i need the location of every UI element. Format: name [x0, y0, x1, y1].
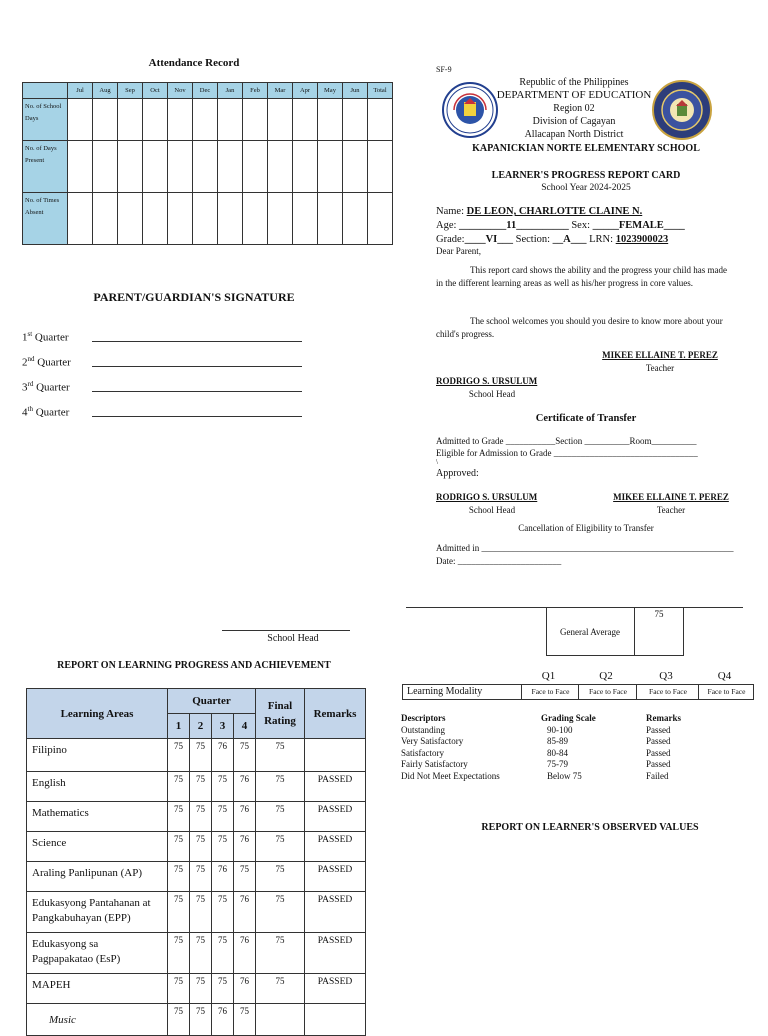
signature-line — [92, 341, 302, 342]
quarter-word: Quarter — [32, 331, 69, 344]
descriptor-name: Satisfactory — [401, 747, 444, 758]
attendance-cell — [118, 99, 143, 141]
learning-area-row — [27, 933, 366, 974]
attendance-cell — [68, 141, 93, 193]
general-average-box — [546, 607, 684, 656]
modality-quarter-label: Q1 — [541, 670, 556, 682]
quarter-word: Quarter — [32, 406, 70, 419]
attendance-header-row — [23, 83, 393, 99]
republic-text: Republic of the Philippines — [519, 77, 629, 88]
department-text: DEPARTMENT OF EDUCATION — [496, 89, 652, 101]
quarter-grade: 75 — [190, 1004, 212, 1036]
attendance-title: Attendance Record — [148, 57, 240, 69]
learner-age: _________11__________ — [459, 220, 569, 231]
quarter-grade: 75 — [168, 1004, 190, 1036]
quarter-number: 1 — [22, 331, 28, 344]
grading-scale: 85-89 — [547, 736, 568, 746]
quarter-grade: 75 — [190, 892, 212, 933]
learning-area-name: Mathematics — [27, 802, 168, 832]
quarter-grade: 76 — [234, 802, 256, 832]
month-header: May — [318, 83, 343, 99]
descriptor-name: Did Not Meet Expectations — [401, 770, 500, 781]
remarks-value: PASSED — [305, 933, 366, 974]
quarter-word: Quarter — [34, 356, 71, 369]
quarter-grade: 75 — [168, 862, 190, 892]
attendance-cell — [68, 99, 93, 141]
final-rating: 75 — [256, 832, 305, 862]
quarter-grade: 75 — [190, 832, 212, 862]
region-text: Region 02 — [553, 103, 595, 114]
approved-label: Approved: — [436, 468, 479, 479]
modality-value: Face to Face — [578, 685, 637, 699]
attendance-cell — [293, 141, 318, 193]
attendance-row-label: No. of Days Present — [23, 141, 68, 193]
learning-modality-label: Learning Modality — [407, 686, 483, 697]
quarter-number: 2 — [22, 356, 28, 369]
name-line — [436, 205, 685, 219]
quarter-grade: 75 — [212, 802, 234, 832]
final-rating: 75 — [256, 862, 305, 892]
attendance-cell — [293, 193, 318, 245]
final-rating: 75 — [256, 772, 305, 802]
remarks-value: PASSED — [305, 802, 366, 832]
signature-line — [92, 391, 302, 392]
attendance-cell — [318, 141, 343, 193]
transfer-teacher-role: Teacher — [656, 505, 686, 515]
attendance-cell — [143, 193, 168, 245]
learning-area-row — [27, 772, 366, 802]
attendance-cell — [168, 193, 193, 245]
learning-area-name: English — [27, 772, 168, 802]
attendance-cell — [143, 99, 168, 141]
month-header: Feb — [243, 83, 268, 99]
final-rating: 75 — [256, 802, 305, 832]
final-rating: 75 — [256, 933, 305, 974]
quarter-grade: 75 — [168, 802, 190, 832]
signature-quarter-label — [22, 405, 69, 419]
report-card-title: LEARNER'S PROGRESS REPORT CARD — [491, 170, 681, 181]
signature-line — [92, 416, 302, 417]
quarter-number: 4 — [22, 406, 28, 419]
descriptor-remark: Passed — [646, 724, 671, 735]
letterhead — [468, 76, 680, 141]
month-header: Oct — [143, 83, 168, 99]
learning-area-row — [27, 1004, 366, 1036]
quarter-grade: 75 — [234, 862, 256, 892]
modality-value: Face to Face — [698, 685, 754, 699]
signature-quarter-label — [22, 355, 71, 369]
attendance-cell — [193, 141, 218, 193]
descriptor-table — [401, 713, 716, 782]
attendance-cell — [218, 141, 243, 193]
modality-quarter-label: Q3 — [659, 670, 673, 682]
cancellation-date: Date: _______________________ — [436, 556, 562, 566]
learning-area-name: Edukasyong sa Pagpapakatao (EsP) — [27, 933, 168, 974]
month-header: Apr — [293, 83, 318, 99]
descriptor-remarks-header: Remarks — [646, 713, 681, 723]
descriptor-name: Very Satisfactory — [401, 736, 464, 746]
grading-scale: Below 75 — [547, 770, 582, 781]
descriptor-remark: Passed — [646, 759, 671, 769]
quarter-grade: 75 — [212, 832, 234, 862]
quarter-grade: 75 — [168, 772, 190, 802]
grading-scale: 80-84 — [547, 747, 568, 758]
quarter-1-header: 1 — [168, 714, 190, 739]
stray-mark: \ — [436, 458, 438, 466]
descriptor-row — [401, 725, 716, 737]
quarter-grade: 75 — [212, 974, 234, 1004]
quarter-grade: 75 — [168, 892, 190, 933]
dear-parent: Dear Parent, — [436, 246, 481, 256]
admitted-in: Admitted in ________________________________________________________ — [436, 543, 734, 553]
remarks-value: PASSED — [305, 974, 366, 1004]
attendance-cell — [118, 193, 143, 245]
quarter-grade: 76 — [234, 974, 256, 1004]
learner-sex: _____FEMALE____ — [592, 220, 685, 231]
remarks-value: PASSED — [305, 862, 366, 892]
final-rating: 75 — [256, 739, 305, 772]
final-rating — [256, 1004, 305, 1036]
learning-modality-row — [402, 684, 754, 700]
attendance-cell — [343, 141, 368, 193]
quarter-grade: 76 — [212, 862, 234, 892]
transfer-title: Certificate of Transfer — [535, 413, 637, 424]
quarter-grade: 76 — [212, 1004, 234, 1036]
signature-quarter-label — [22, 330, 69, 344]
general-average-label: General Average — [559, 627, 621, 637]
transfer-teacher-name: MIKEE ELLAINE T. PEREZ — [613, 492, 729, 502]
attendance-cell — [343, 193, 368, 245]
age-sex-line — [436, 219, 685, 233]
attendance-table — [22, 82, 393, 245]
learning-area-row — [27, 739, 366, 772]
month-header: Dec — [193, 83, 218, 99]
attendance-cell — [343, 99, 368, 141]
attendance-cell — [368, 141, 393, 193]
month-header: Total — [368, 83, 393, 99]
quarter-grade: 75 — [190, 772, 212, 802]
remarks-header: Remarks — [305, 689, 366, 739]
descriptor-remark: Passed — [646, 747, 671, 758]
quarter-2-header: 2 — [190, 714, 212, 739]
quarter-grade: 75 — [234, 1004, 256, 1036]
signature-line — [92, 366, 302, 367]
quarter-ordinal: rd — [27, 380, 34, 388]
attendance-cell — [193, 99, 218, 141]
modality-value: Face to Face — [521, 685, 579, 699]
final-rating-header: Final Rating — [256, 689, 305, 739]
school-head-signature-line — [222, 630, 350, 631]
section-label: Section: — [513, 234, 553, 245]
learning-area-row — [27, 802, 366, 832]
quarter-ordinal: th — [27, 405, 33, 413]
observed-values-title: REPORT ON LEARNER'S OBSERVED VALUES — [481, 822, 699, 833]
school-year: School Year 2024-2025 — [541, 183, 631, 193]
quarter-grade: 75 — [168, 933, 190, 974]
school-name: KAPANICKIAN NORTE ELEMENTARY SCHOOL — [472, 143, 700, 154]
signature-quarter-label — [22, 380, 70, 394]
teacher-name: MIKEE ELLAINE T. PEREZ — [602, 350, 718, 360]
attendance-cell — [168, 99, 193, 141]
learning-area-name: Edukasyong Pantahanan at Pangkabuhayan (EPP) — [27, 892, 168, 933]
learner-name: DE LEON, CHARLOTTE CLAINE N. — [466, 206, 643, 217]
attendance-cell — [93, 193, 118, 245]
descriptor-name: Fairly Satisfactory — [401, 759, 468, 769]
learner-info — [436, 205, 685, 247]
month-header: Nov — [168, 83, 193, 99]
school-head-role: School Head — [468, 389, 516, 399]
quarter-grade: 75 — [212, 892, 234, 933]
transfer-head-role: School Head — [468, 505, 516, 515]
quarter-grade: 75 — [234, 739, 256, 772]
descriptor-row — [401, 771, 716, 783]
report-paragraph-2: The school welcomes you should you desire to know more about your child's progress. — [436, 316, 723, 339]
cancellation-title: Cancellation of Eligibility to Transfer — [518, 523, 654, 533]
learner-lrn: 1023900023 — [615, 234, 669, 245]
report-paragraph-1: This report card shows the ability and the progress your child has made in the different learning areas as well as his/her progress in core values. — [436, 265, 727, 288]
descriptor-row — [401, 736, 716, 748]
quarter-4-header: 4 — [234, 714, 256, 739]
learner-grade: ____VI___ — [464, 234, 513, 245]
quarter-grade: 75 — [190, 933, 212, 974]
learning-areas-header: Learning Areas — [27, 689, 168, 739]
descriptor-name: Outstanding — [401, 724, 445, 735]
month-header: Jan — [218, 83, 243, 99]
month-header: Sep — [118, 83, 143, 99]
attendance-cell — [318, 99, 343, 141]
attendance-cell — [193, 193, 218, 245]
quarter-grade: 76 — [234, 933, 256, 974]
month-header: Aug — [93, 83, 118, 99]
modality-quarter-label: Q4 — [717, 670, 732, 682]
quarter-grade: 75 — [190, 802, 212, 832]
remarks-value — [305, 1004, 366, 1036]
quarter-grade: 75 — [190, 739, 212, 772]
quarter-ordinal: st — [27, 330, 33, 338]
attendance-cell — [143, 141, 168, 193]
attendance-row-label: No. of Times Absent — [23, 193, 68, 245]
attendance-cell — [368, 193, 393, 245]
attendance-cell — [243, 141, 268, 193]
final-rating: 75 — [256, 892, 305, 933]
attendance-cell — [68, 193, 93, 245]
month-header: Jul — [68, 83, 93, 99]
transfer-head-name: RODRIGO S. URSULUM — [436, 492, 538, 502]
attendance-corner-cell — [23, 83, 68, 99]
learning-area-row — [27, 862, 366, 892]
remarks-value: PASSED — [305, 832, 366, 862]
attendance-cell — [268, 193, 293, 245]
grading-scale: 75-79 — [547, 759, 568, 769]
remarks-value: PASSED — [305, 772, 366, 802]
quarter-header: Quarter — [168, 689, 256, 714]
descriptor-remark: Passed — [646, 736, 671, 746]
grade-label: Grade: — [436, 234, 465, 245]
quarter-grade: 75 — [190, 974, 212, 1004]
attendance-row-label: No. of School Days — [23, 99, 68, 141]
quarter-grade: 76 — [234, 772, 256, 802]
form-number: SF-9 — [436, 65, 452, 74]
general-average-value: 75 — [654, 609, 664, 619]
quarter-grade: 75 — [168, 739, 190, 772]
attendance-cell — [93, 141, 118, 193]
attendance-cell — [218, 193, 243, 245]
attendance-cell — [318, 193, 343, 245]
learning-area-name: Araling Panlipunan (AP) — [27, 862, 168, 892]
lrn-label: LRN: — [586, 234, 616, 245]
quarter-grade: 75 — [212, 772, 234, 802]
grading-scale-header: Grading Scale — [541, 713, 596, 723]
quarter-grade: 75 — [168, 832, 190, 862]
attendance-cell — [118, 141, 143, 193]
school-head-name: RODRIGO S. URSULUM — [436, 376, 538, 386]
descriptor-row — [401, 759, 716, 771]
quarter-grade: 76 — [234, 892, 256, 933]
quarter-grade: 75 — [168, 974, 190, 1004]
grading-scale: 90-100 — [547, 724, 573, 735]
division-text: Division of Cagayan — [532, 116, 616, 127]
name-label: Name: — [436, 206, 467, 217]
quarter-grade: 75 — [190, 862, 212, 892]
attendance-cell — [293, 99, 318, 141]
learning-progress-title: REPORT ON LEARNING PROGRESS AND ACHIEVEMENT — [57, 660, 331, 671]
quarter-grade: 76 — [234, 832, 256, 862]
grade-line — [436, 233, 685, 247]
descriptors-header: Descriptors — [401, 713, 446, 723]
teacher-role: Teacher — [645, 363, 675, 373]
remarks-value — [305, 739, 366, 772]
admitted-to-grade: Admitted to Grade ___________Section __________Room__________ — [436, 436, 697, 446]
learning-area-name: Music — [27, 1004, 168, 1036]
age-label: Age: — [436, 220, 457, 231]
remarks-value: PASSED — [305, 892, 366, 933]
final-rating: 75 — [256, 974, 305, 1004]
attendance-cell — [218, 99, 243, 141]
signature-title: PARENT/GUARDIAN'S SIGNATURE — [93, 290, 295, 304]
learning-area-name: Filipino — [27, 739, 168, 772]
attendance-row — [23, 141, 393, 193]
quarter-word: Quarter — [33, 381, 70, 394]
attendance-cell — [268, 141, 293, 193]
learning-area-name: MAPEH — [27, 974, 168, 1004]
descriptor-remark: Failed — [646, 770, 669, 781]
descriptor-row — [401, 748, 716, 760]
modality-value: Face to Face — [636, 685, 699, 699]
learning-area-row — [27, 832, 366, 862]
district-text: Allacapan North District — [524, 129, 624, 140]
attendance-cell — [243, 193, 268, 245]
quarter-ordinal: nd — [27, 355, 35, 363]
month-header: Jun — [343, 83, 368, 99]
attendance-cell — [243, 99, 268, 141]
learning-area-row — [27, 974, 366, 1004]
learning-areas-table — [26, 688, 366, 1036]
learning-area-row — [27, 892, 366, 933]
attendance-row — [23, 99, 393, 141]
attendance-cell — [93, 99, 118, 141]
learning-area-name: Science — [27, 832, 168, 862]
attendance-row — [23, 193, 393, 245]
attendance-cell — [268, 99, 293, 141]
quarter-3-header: 3 — [212, 714, 234, 739]
modality-quarter-label: Q2 — [599, 670, 613, 682]
attendance-cell — [168, 141, 193, 193]
school-head-label: School Head — [267, 633, 319, 644]
quarter-grade: 75 — [212, 933, 234, 974]
sex-label: Sex: — [568, 220, 593, 231]
quarter-number: 3 — [22, 381, 28, 394]
attendance-cell — [368, 99, 393, 141]
month-header: Mar — [268, 83, 293, 99]
quarter-grade: 76 — [212, 739, 234, 772]
learner-section: __A___ — [552, 234, 587, 245]
eligible-for-admission: Eligible for Admission to Grade ________________________________ — [436, 448, 698, 458]
